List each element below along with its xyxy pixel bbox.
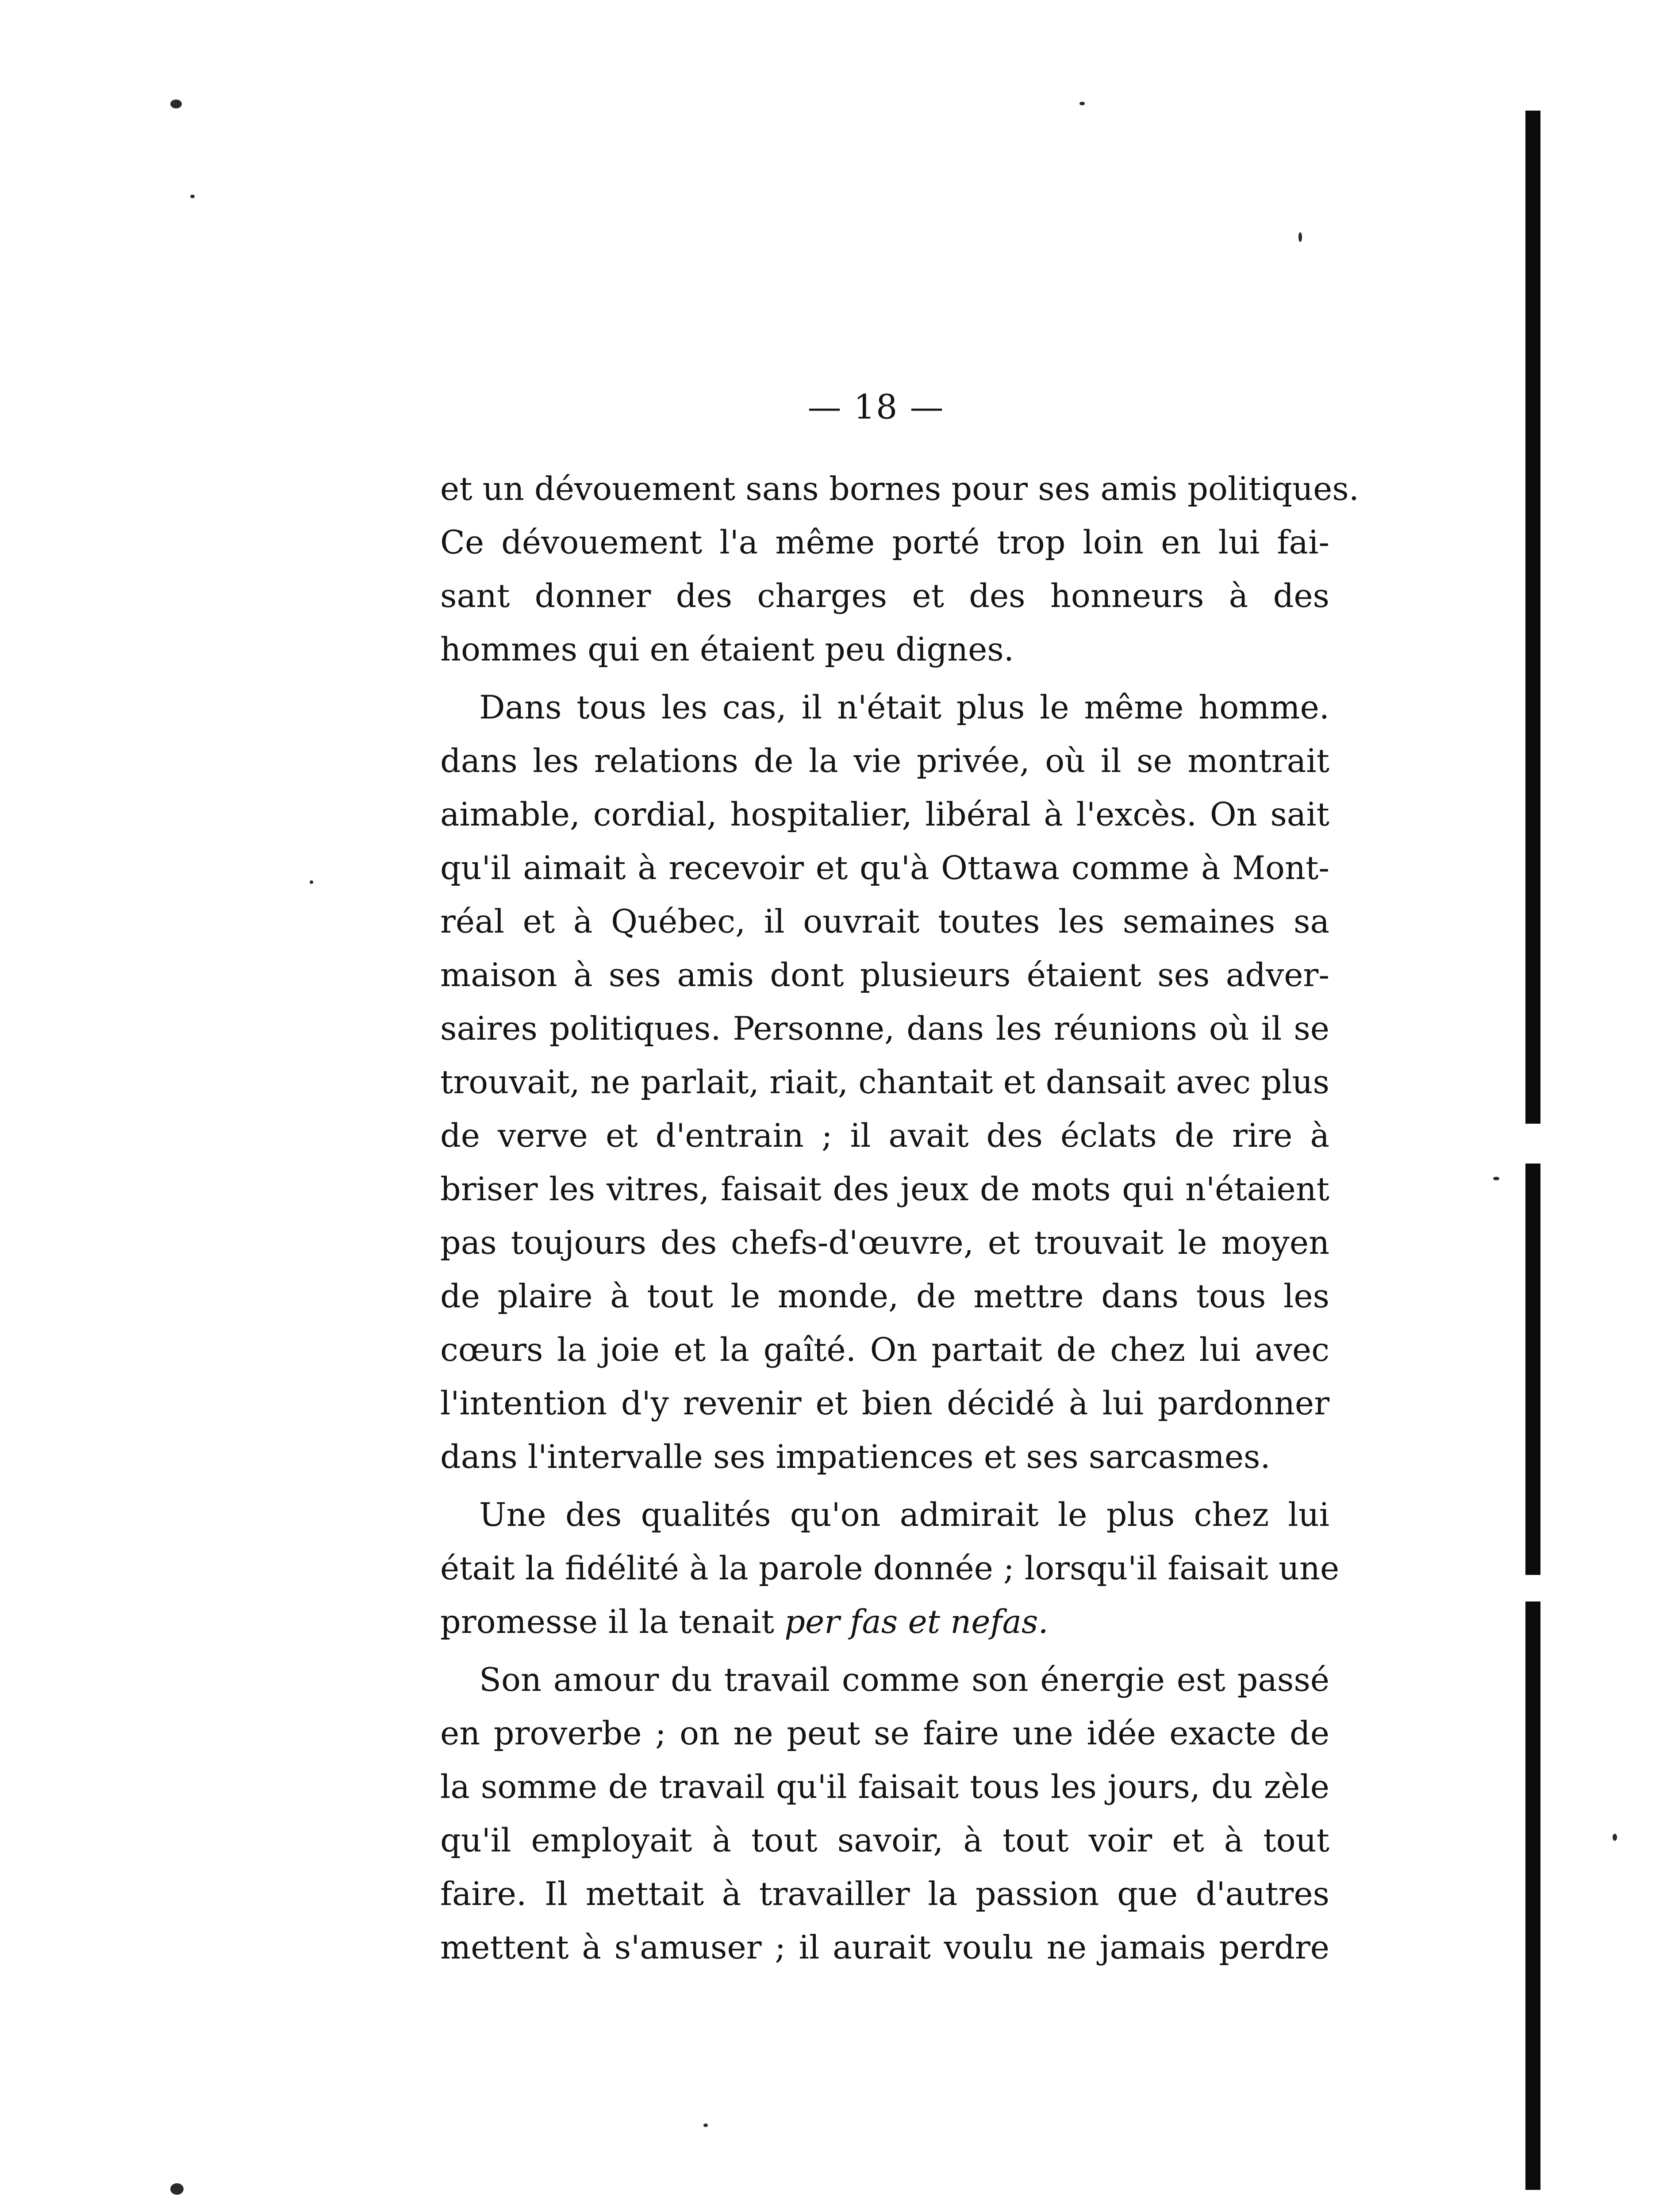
paragraph-gap [440,1484,1329,1488]
paragraph-gap [440,1649,1329,1653]
scan-speck [1613,1834,1617,1841]
latin-phrase: per fas et nefas. [784,1603,1049,1641]
text-line: était la fidélité à la parole donnée ; lorsqu'il faisait une [440,1550,1340,1587]
text-line: réal et à Québec, il ouvrait toutes les semaines sa [440,903,1329,941]
text-line: sant donner des charges et des honneurs à des [440,577,1329,615]
text-line: Ce dévouement l'a même porté trop loin en lui fai- [440,524,1329,561]
text-line: maison à ses amis dont plusieurs étaient ses adver- [440,956,1329,994]
text-run: promesse il la tenait [440,1603,785,1641]
text-line: l'intention d'y revenir et bien décidé à lui pardonner [440,1385,1329,1422]
text-line: cœurs la joie et la gaîté. On partait de chez lui avec [440,1331,1329,1369]
text-line: qu'il aimait à recevoir et qu'à Ottawa comme à Mont- [440,849,1329,887]
scan-speck [703,2124,708,2127]
scan-speck [1298,232,1302,242]
scan-speck [1079,102,1085,105]
text-line: Dans tous les cas, il n'était plus le même homme. [479,689,1329,726]
text-line: aimable, cordial, hospitalier, libéral à l'excès. On sait [440,796,1329,833]
text-line: en proverbe ; on ne peut se faire une idée exacte de [440,1715,1329,1752]
text-line: Son amour du travail comme son énergie est passé [479,1661,1329,1699]
text-line: saires politiques. Personne, dans les réunions où il se [440,1010,1329,1048]
text-line: mettent à s'amuser ; il aurait voulu ne jamais perdre [440,1929,1329,1966]
text-line: Une des qualités qu'on admirait le plus chez lui [479,1496,1329,1534]
text-line: dans l'intervalle ses impatiences et ses sarcasmes. [440,1438,1271,1476]
text-line: dans les relations de la vie privée, où il se montrait [440,742,1329,780]
text-line: la somme de travail qu'il faisait tous les jours, du zèle [440,1768,1329,1806]
text-line: de plaire à tout le monde, de mettre dans tous les [440,1278,1329,1315]
text-line: pas toujours des chefs-d'œuvre, et trouvait le moyen [440,1224,1329,1262]
page-number: — 18 — [807,387,945,426]
text-line-with-italic [440,1595,1329,1649]
scan-speck [1493,1177,1499,1180]
text-line: briser les vitres, faisait des jeux de mots qui n'étaient [440,1171,1329,1208]
text-line: de verve et d'entrain ; il avait des éclats de rire à [440,1117,1329,1155]
scan-speck [190,195,195,198]
scan-speck [310,880,313,884]
text-line: trouvait, ne parlait, riait, chantait et dansait avec plus [440,1064,1329,1101]
paragraph-gap [440,676,1329,681]
text-line: faire. Il mettait à travailler la passion que d'autres [440,1875,1329,1913]
scan-speck [170,2183,184,2195]
scan-edge-gap [1522,1575,1544,1601]
text-line: qu'il employait à tout savoir, à tout voir et à tout [440,1822,1329,1859]
scan-edge-gap [1522,1124,1544,1164]
text-line: et un dévouement sans bornes pour ses amis politiques. [440,470,1359,508]
text-line: hommes qui en étaient peu dignes. [440,631,1014,668]
scan-speck [170,100,182,108]
body-text [440,462,1359,1974]
